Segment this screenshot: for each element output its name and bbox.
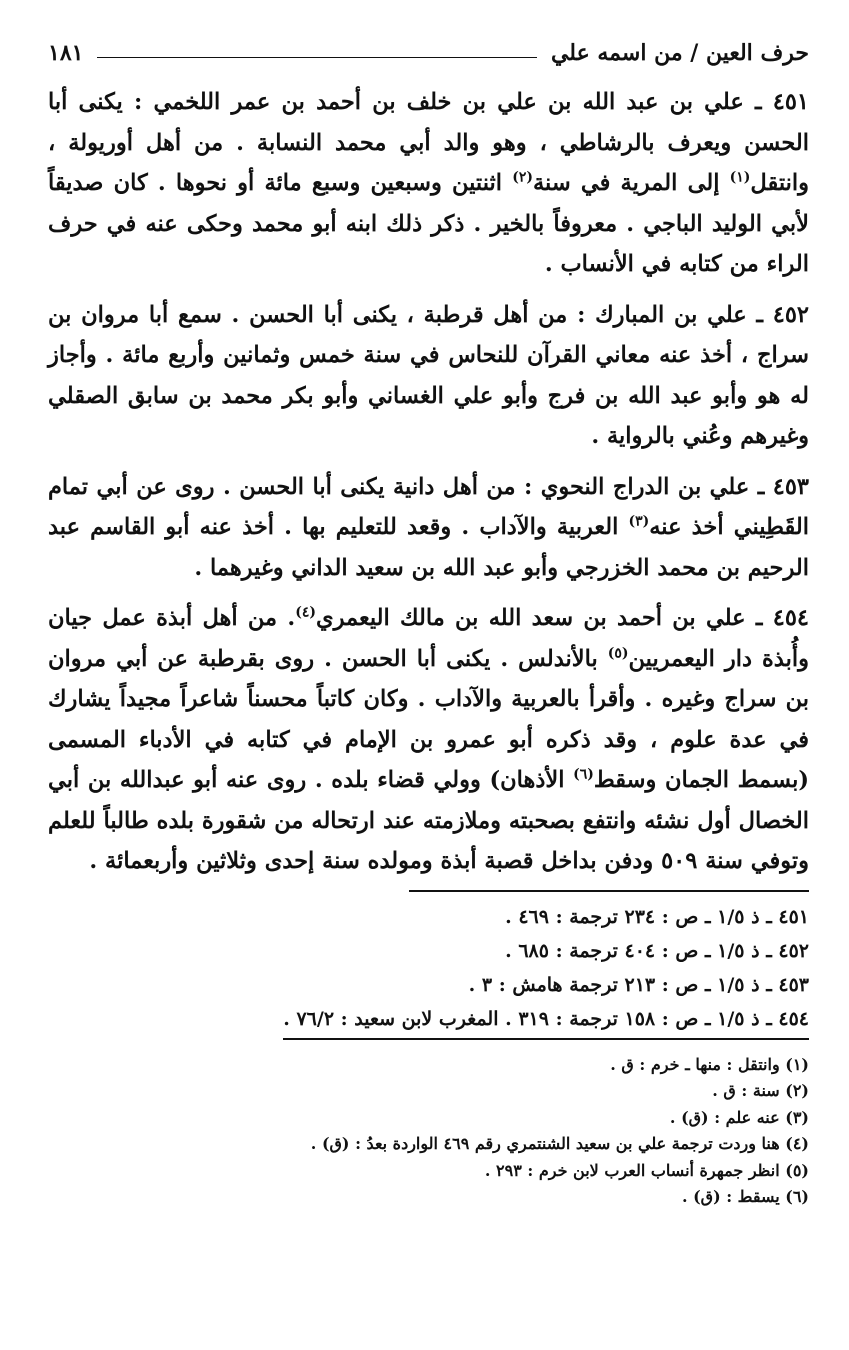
footnote: (١) وانتقل : منها ـ خرم : ق . bbox=[610, 1054, 809, 1074]
entry-text: ٤٥١ ـ علي بن عبد الله بن علي بن خلف بن أحمد بن عمر اللخمي : يكنى أبا الحسن ويعرف بالرشاطي ، وهو والد أبي محمد النسابة . من أهل أوريولة ، وانتقل bbox=[48, 89, 810, 196]
entry-text: العربية والآداب . وقعد للتعليم بها . أخذ عنه أبو القاسم عبد الرحيم بن محمد الخزرجي وأبو عبد الله بن سعيد الداني وغيرهما . bbox=[48, 514, 809, 581]
source-line: ٤٥٢ ـ ذ ١/٥ ـ ص : ٤٠٤ ترجمة : ٦٨٥ . bbox=[505, 939, 809, 962]
header-rule bbox=[97, 57, 537, 58]
source-line: ٤٥٣ ـ ذ ١/٥ ـ ص : ٢١٣ ترجمة هامش : ٣ . bbox=[468, 973, 809, 996]
footnote: (٢) سنة : ق . bbox=[712, 1081, 809, 1100]
sources-list bbox=[48, 900, 809, 1040]
entry-text: ٤٥٣ ـ علي بن الدراج النحوي : من أهل دانية يكنى أبا الحسن . روى عن أبي تمام القَطِيني أخذ عنه bbox=[48, 473, 809, 540]
source-line: ٤٥١ ـ ذ ١/٥ ـ ص : ٢٣٤ ترجمة : ٤٦٩ . bbox=[505, 905, 809, 928]
running-title: حرف العين / من اسمه علي bbox=[550, 40, 809, 66]
running-head bbox=[48, 42, 809, 64]
page-number: ١٨١ bbox=[48, 40, 84, 66]
entry-text: إلى المرية في سنة bbox=[532, 170, 730, 196]
source-line: ٤٥٤ ـ ذ ١/٥ ـ ص : ١٥٨ ترجمة : ٣١٩ . المغرب لابن سعيد : ٧٦/٢ . bbox=[283, 1002, 809, 1040]
footnote: (٥) انظر جمهرة أنساب العرب لابن خرم : ٢٩٣ . bbox=[484, 1160, 809, 1180]
footnote-marker: (٥) bbox=[607, 645, 629, 661]
footnote-marker: (٣) bbox=[628, 513, 650, 530]
entry-text: . من أهل أبذة عمل جيان وأُبذة دار اليعمريين bbox=[48, 605, 809, 672]
footnote: (٤) هنا وردت ترجمة علي بن سعيد الشنتمري رقم ٤٦٩ الواردة بعدُ : (ق) . bbox=[310, 1134, 809, 1153]
entry-454 bbox=[48, 598, 809, 882]
footnote: (٦) يسقط : (ق) . bbox=[681, 1187, 809, 1206]
entry-text: ٤٥٤ ـ علي بن أحمد بن سعد الله بن مالك اليعمري bbox=[315, 605, 809, 631]
entry-452 bbox=[48, 295, 809, 457]
entry-453 bbox=[48, 467, 809, 589]
entry-text: بالأندلس . يكنى أبا الحسن . روى بقرطبة عن أبي مروان بن سراج وغيره . وأقرأ بالعربية والآداب . وكان كاتباً محسناً شاعراً مجيداً يشارك في عدة علوم ، وقد ذكره أبو عمرو بن الإمام في كتابه في الأدباء المسمى (بسمط الجمان وسقط bbox=[48, 645, 809, 793]
footnote-marker: (٤) bbox=[295, 604, 316, 621]
entry-text: الأذهان) وولي قضاء بلده . روى عنه أبو عبدالله بن أبي الخصال أول نشئه وانتفع بصحبته وملازمته عند ارتحاله من شقورة بلده طالباً للعلم وتوفي سنة ٥٠٩ ودفن بداخل قصبة أبذة ومولده سنة إحدى وثلاثين وأربعمائة . bbox=[48, 767, 809, 874]
footnote: (٣) عنه علم : (ق) . bbox=[669, 1107, 809, 1127]
footnote-marker: (٦) bbox=[573, 766, 594, 783]
sources-divider bbox=[409, 890, 809, 892]
footnote-marker: (١) bbox=[729, 169, 751, 186]
entry-451 bbox=[48, 82, 809, 285]
footnote-marker: (٢) bbox=[512, 169, 533, 186]
footnotes-list bbox=[48, 1052, 809, 1211]
entry-text: ٤٥٢ ـ علي بن المبارك : من أهل قرطبة ، يكنى أبا الحسن . سمع أبا مروان بن سراج ، أخذ عنه معاني القرآن للنحاس في سنة خمس وثمانين وأربع مائة . وأجاز له هو وأبو عبد الله بن فرج وأبو علي الغساني وأبو بكر محمد بن سابق الصقلي وغيرهم وعُني بالرواية . bbox=[48, 301, 809, 449]
entry-text: اثنتين وسبعين وسبع مائة أو نحوها . كان صديقاً لأبي الوليد الباجي . معروفاً بالخير . ذكر ذلك ابنه أبو محمد وحكى عنه في حرف الراء من كتابه في الأنساب . bbox=[48, 170, 809, 277]
